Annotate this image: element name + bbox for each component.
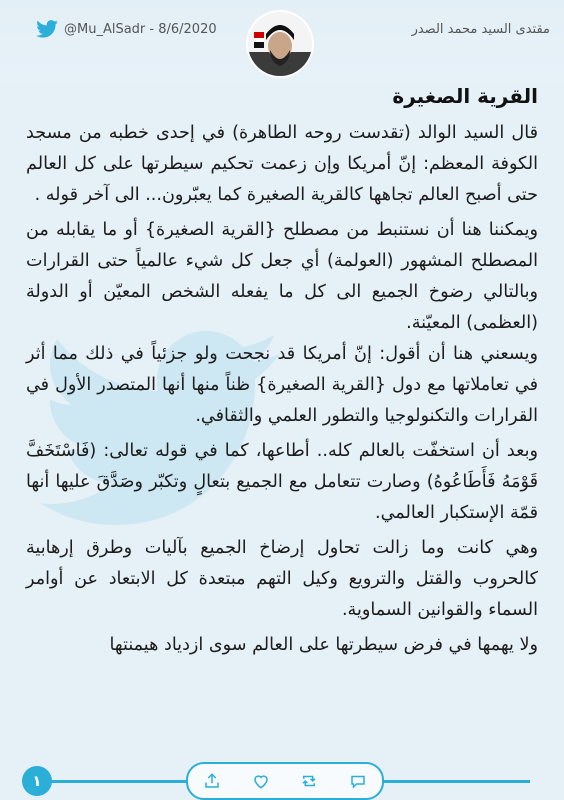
paragraph: ويمكننا هنا أن نستنبط من مصطلح {القرية الصغيرة} أو ما يقابله من المصطلح المشهور (العولمة) أي جعل كل شيء عالمياً حتى القرارات وبالتالي رضوخ الجميع الى كل ما يفعله الشخص المعيّن أو الدولة (العظمى) المعيّنة. (26, 220, 538, 333)
paragraph: قال السيد الوالد (تقدست روحه الطاهرة) في إحدى خطبه من مسجد الكوفة المعظم: إنّ أمريكا وإن زعمت تحكيم سيطرتها على كل العالم حتى أصبح العالم تجاهها كالقرية الصغيرة كما يعبّرون... الى آخر قوله . (26, 123, 538, 205)
post-header (0, 0, 564, 84)
avatar (248, 12, 312, 76)
retweet-icon[interactable] (299, 771, 319, 791)
action-bar (186, 762, 384, 800)
like-icon[interactable] (251, 771, 271, 791)
paragraph: ويسعني هنا أن أقول: إنّ أمريكا قد نجحت ولو جزئياً في ذلك مما أثر في تعاملاتها مع دول {القرية الصغيرة} ظناً منها أنها المتصدر الأول في القرارات والتكنولوجيا والتطور العلمي والثقافي. (26, 344, 538, 426)
reply-icon[interactable] (348, 771, 368, 791)
post-footer (0, 760, 564, 800)
share-icon[interactable] (202, 771, 222, 791)
post-title: القرية الصغيرة (392, 84, 538, 108)
handle-date: @Mu_AlSadr - 8/6/2020 (64, 22, 217, 37)
author-name: مقتدى السيد محمد الصدر (411, 22, 550, 37)
paragraph: وهي كانت وما زالت تحاول إرضاخ الجميع بآليات وطرق إرهابية كالحروب والقتل والترويع وكيل التهم مبتعدة كل الابتعاد عن أوامر السماء والقوانين السماوية. (26, 538, 538, 620)
post-body (26, 118, 538, 661)
divider (40, 780, 190, 783)
divider (380, 780, 530, 783)
paragraph: وبعد أن استخفّت بالعالم كله.. أطاعها، كما في قوله تعالى: (فَاسْتَخَفَّ قَوْمَهُ فَأَطَاعُوهُ) وصارت تتعامل مع الجميع بتعالٍ وتكبّر وصَدَّقَ عليها أنها قمّة الإستكبار العالمي. (26, 441, 538, 523)
paragraph: ولا يهمها في فرض سيطرتها على العالم سوى ازدياد هيمنتها (109, 635, 538, 655)
page-number-badge: ١ (22, 766, 52, 796)
twitter-bird-icon (36, 20, 58, 38)
